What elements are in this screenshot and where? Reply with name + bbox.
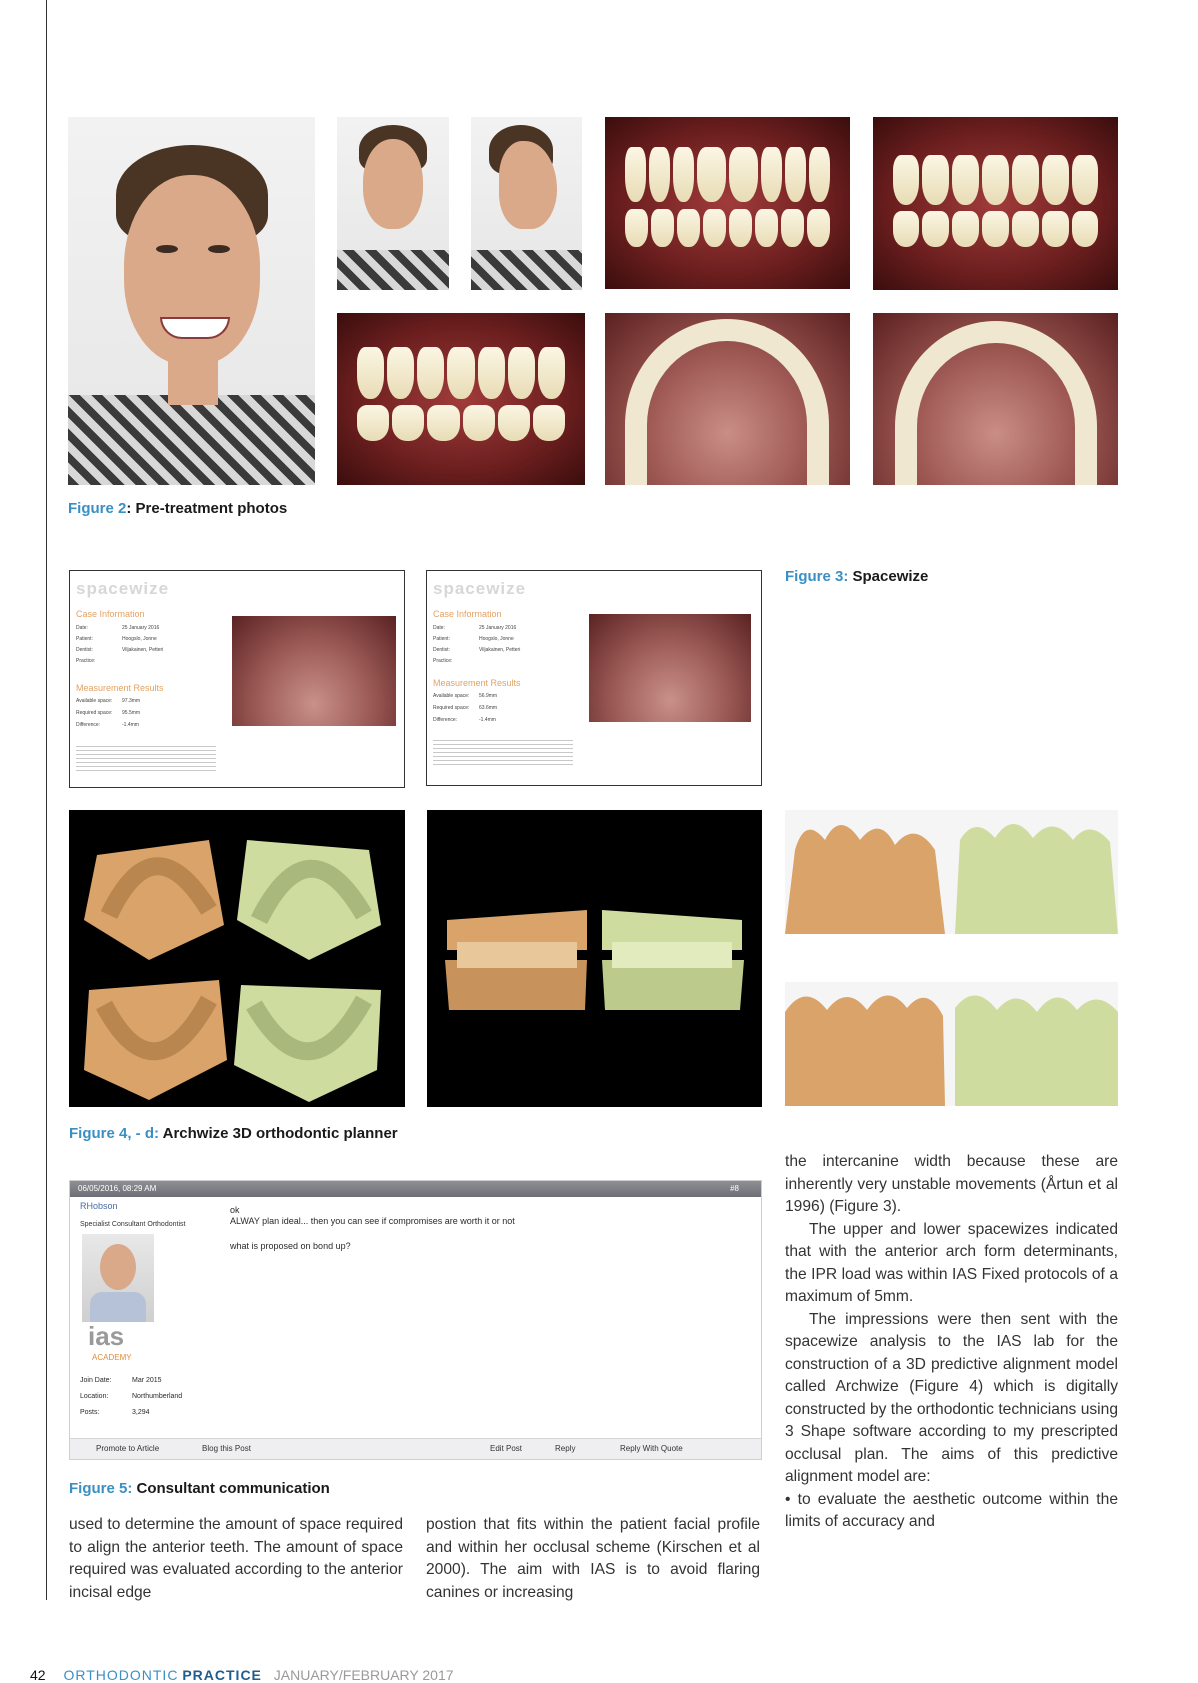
field-value: 25 January 2016 — [122, 625, 160, 631]
archwize-left-buccal-svg — [785, 982, 1118, 1106]
result-label: Difference: — [433, 717, 458, 723]
archwize-occlusal-svg — [69, 810, 405, 1107]
archwize-occlusal-views — [69, 810, 405, 1107]
archwize-frontal-views — [427, 810, 762, 1107]
lower-occlusal-photo — [873, 313, 1118, 485]
figure-4-text: Archwize 3D orthodontic planner — [159, 1125, 398, 1142]
location-label: Location: — [80, 1393, 109, 1400]
result-value: 63.6mm — [479, 705, 498, 711]
paragraph: The upper and lower spacewizes indicated that with the anterior arch form determinants, the IPR load was within IAS Fixed protocols of a maximum of 5mm. — [785, 1220, 1118, 1305]
result-value: 97.3mm — [122, 698, 141, 704]
result-value: 56.9mm — [479, 693, 498, 699]
portrait-photo — [68, 117, 315, 485]
spacewize-logo: spacewize — [433, 579, 527, 598]
figure-4-label: Figure 4, - d: — [69, 1125, 159, 1142]
field-label: Patient: — [433, 636, 450, 642]
figure-5-caption — [69, 1480, 330, 1497]
field-value: Hoogslo, Jonne — [122, 636, 157, 642]
body-column-2: postion that fits within the patient facial profile and within her occlusal scheme (Kirschen et al 2000). The aim with IAS is to avoid flaring canines or increasing — [426, 1516, 760, 1601]
figure-3-text: Spacewize — [848, 568, 929, 585]
field-label: Practice: — [433, 658, 453, 664]
field-value: Viljakainen, Petteri — [479, 647, 521, 653]
body-column-3 — [785, 1151, 1118, 1534]
post-date: 06/05/2016, 08:29 AM — [78, 1184, 157, 1193]
forum-post-footer — [70, 1438, 761, 1459]
post-message-3: what is proposed on bond up? — [230, 1241, 351, 1251]
archwize-right-buccal-views — [785, 810, 1118, 934]
join-date-value: Mar 2015 — [132, 1377, 162, 1384]
figure-3-label: Figure 3: — [785, 568, 849, 585]
forum-post-screenshot — [69, 1180, 762, 1460]
post-message-1: ok — [230, 1205, 240, 1215]
field-label: Date: — [433, 625, 445, 631]
page-footer — [30, 1667, 454, 1683]
field-value: Viljakainen, Petteri — [122, 647, 164, 653]
result-value: -1.4mm — [122, 722, 139, 728]
reply-with-quote-button[interactable]: Reply With Quote — [620, 1444, 683, 1453]
spacewize-arch-image — [589, 614, 751, 722]
figure-2-caption — [68, 500, 287, 517]
figure-2-label: Figure 2 — [68, 500, 127, 517]
intraoral-left-photo — [337, 313, 585, 485]
spacewize-card-lower — [426, 570, 762, 786]
posts-label: Posts: — [80, 1409, 100, 1416]
paragraph: The impressions were then sent with the spacewize analysis to the IAS lab for the construction of a 3D predictive alignment model called Archwize (Figure 4) which is digitally constructed by the orthodontic technicians using 3 Shape software according to my prescripted occlusal plan. The aims of this predictive alignment model are: — [785, 1310, 1118, 1485]
case-info-heading: Case Information — [433, 609, 502, 619]
field-value: 25 January 2016 — [479, 625, 517, 631]
field-label: Dentist: — [433, 647, 450, 653]
reply-button[interactable]: Reply — [555, 1444, 576, 1453]
result-label: Required space: — [433, 705, 470, 711]
archwize-right-buccal-svg — [785, 810, 1118, 934]
profile-face-photo — [471, 117, 582, 290]
figure-2-text: : Pre-treatment photos — [126, 500, 288, 517]
posts-value: 3,294 — [132, 1409, 150, 1416]
margin-rule — [46, 0, 47, 1600]
frontal-face-photo — [337, 117, 449, 290]
spacewize-arch-image — [232, 616, 396, 726]
brand-practice: PRACTICE — [182, 1667, 262, 1683]
field-value: Hoogslo, Jonne — [479, 636, 514, 642]
results-heading: Measurement Results — [433, 678, 521, 688]
result-label: Available space: — [433, 693, 470, 699]
page-number: 42 — [30, 1667, 46, 1683]
figure-5-label: Figure 5: — [69, 1480, 133, 1497]
field-label: Practice: — [76, 658, 96, 664]
result-label: Available space: — [76, 698, 113, 704]
figure-3-caption — [785, 568, 928, 585]
ias-logo: ias — [88, 1321, 125, 1351]
post-number: #8 — [730, 1184, 739, 1193]
brand-orthodontic: ORTHODONTIC — [63, 1667, 179, 1683]
post-username: RHobson — [80, 1201, 118, 1211]
avatar — [82, 1234, 154, 1322]
result-value: -1.4mm — [479, 717, 496, 723]
result-label: Difference: — [76, 722, 101, 728]
blog-this-post-button[interactable]: Blog this Post — [202, 1444, 251, 1453]
promote-to-article-button[interactable]: Promote to Article — [96, 1444, 160, 1453]
field-label: Dentist: — [76, 647, 93, 653]
intraoral-frontal-photo — [605, 117, 850, 289]
edit-post-button[interactable]: Edit Post — [490, 1444, 523, 1453]
result-label: Required space: — [76, 710, 113, 716]
archwize-left-buccal-views — [785, 982, 1118, 1106]
issue-date: JANUARY/FEBRUARY 2017 — [273, 1667, 454, 1683]
paragraph: the intercanine width because these are inherently very unstable movements (Årtun et al 1996) (Figure 3). — [785, 1153, 1118, 1215]
spacewize-logo: spacewize — [76, 579, 170, 598]
body-column-1: used to determine the amount of space required to align the anterior teeth. The amount of space required was evaluated according to the anterior incisal edge — [69, 1516, 403, 1601]
upper-occlusal-photo — [605, 313, 850, 485]
results-heading: Measurement Results — [76, 683, 164, 693]
archwize-frontal-svg — [427, 810, 762, 1107]
post-message-2: ALWAY plan ideal... then you can see if compromises are worth it or not — [230, 1216, 515, 1226]
case-info-heading: Case Information — [76, 609, 145, 619]
forum-post-header — [70, 1181, 761, 1197]
join-date-label: Join Date: — [80, 1377, 112, 1384]
spacewize-card-upper — [69, 570, 405, 788]
location-value: Northumberland — [132, 1393, 183, 1400]
bullet-item: • to evaluate the aesthetic outcome within the limits of accuracy and — [785, 1490, 1118, 1530]
ias-logo-sub: ACADEMY — [92, 1353, 132, 1362]
field-label: Date: — [76, 625, 88, 631]
post-user-role: Specialist Consultant Orthodontist — [80, 1221, 186, 1228]
result-value: 95.5mm — [122, 710, 141, 716]
figure-4-caption — [69, 1125, 398, 1142]
field-label: Patient: — [76, 636, 93, 642]
figure-5-text: Consultant communication — [132, 1480, 330, 1497]
intraoral-right-photo — [873, 117, 1118, 290]
